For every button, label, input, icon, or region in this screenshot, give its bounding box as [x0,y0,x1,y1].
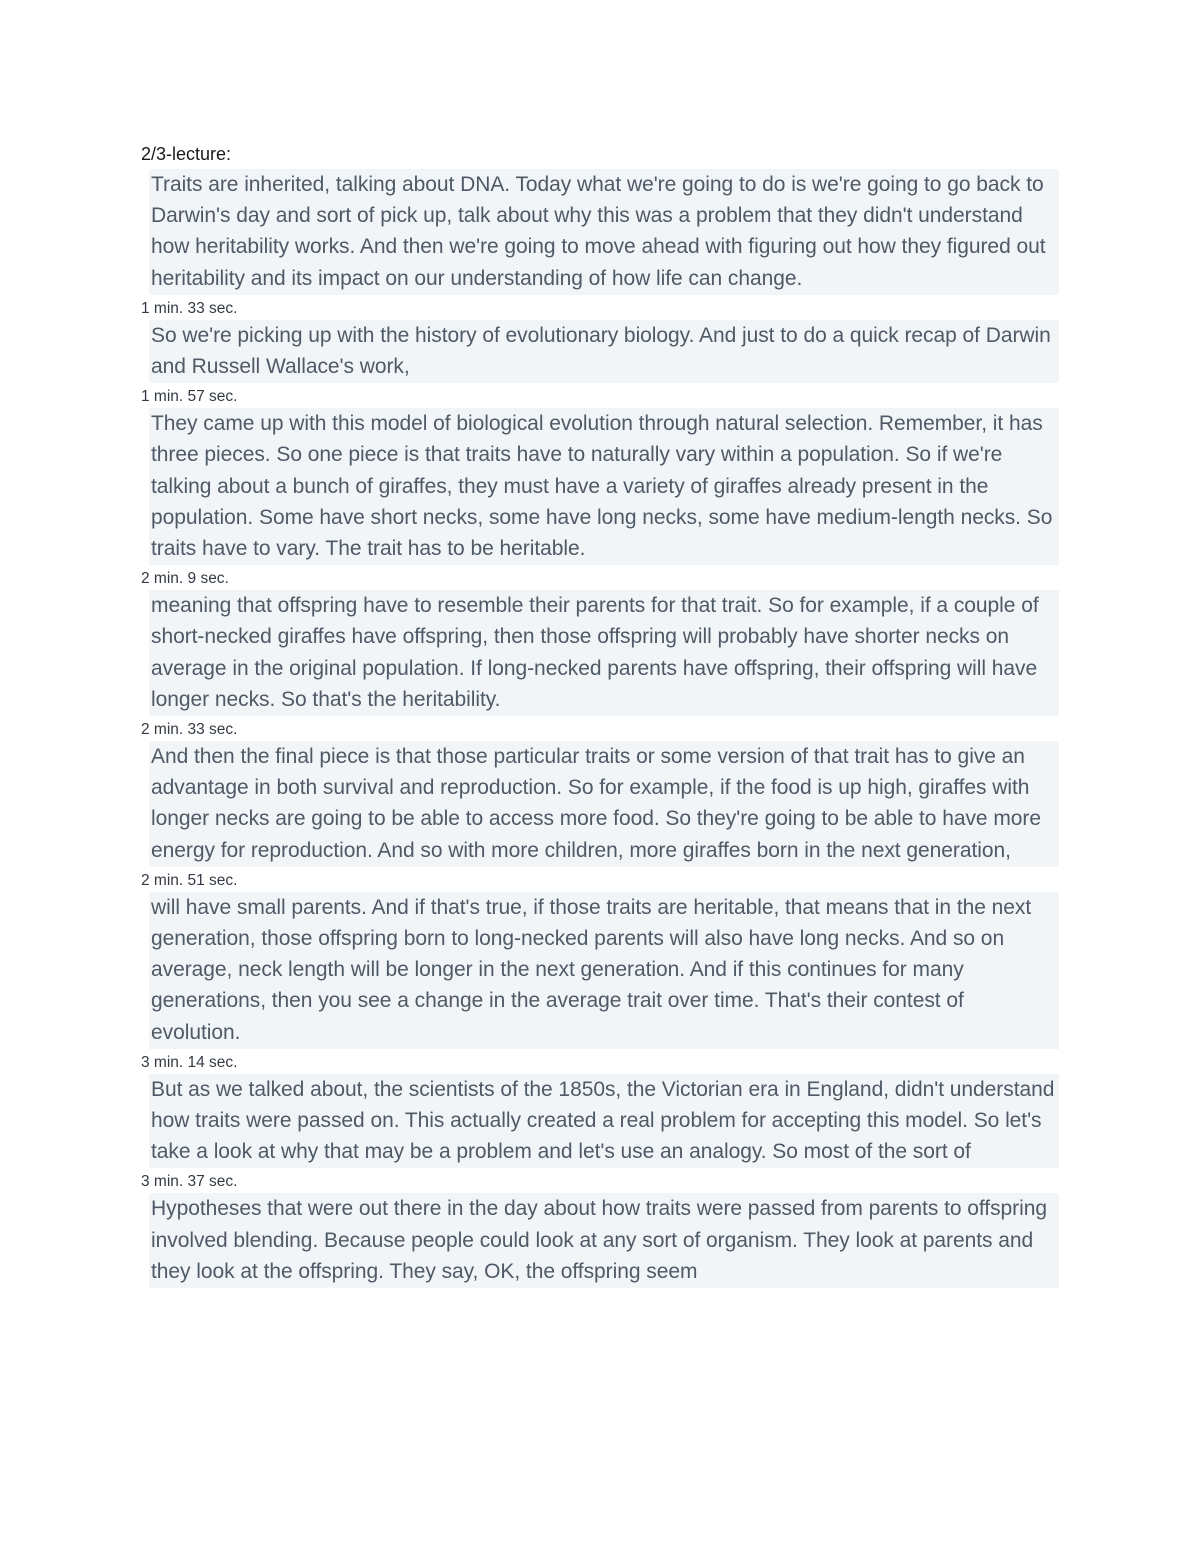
transcript-paragraph: But as we talked about, the scientists of the 1850s, the Victorian era in England, didn't understand how traits were passed on. This actually created a real problem for accepting this model. So let's take a look at why that may be a problem and let's use an analogy. So most of the sort of [149,1074,1059,1169]
timestamp-label: 3 min. 14 sec. [141,1053,238,1071]
transcript-segment [141,719,1059,867]
transcript-paragraph: Traits are inherited, talking about DNA. Today what we're going to do is we're going to go back to Darwin's day and sort of pick up, talk about why this was a problem that they didn't understand how heritability works. And then we're going to move ahead with figuring out how they figured out heritability and its impact on our understanding of how life can change. [149,169,1059,295]
transcript-segment [141,870,1059,1049]
transcript-segment [141,568,1059,716]
document-title: 2/3-lecture: [141,144,232,164]
timestamp-label: 2 min. 9 sec. [141,570,229,588]
timestamp-label: 2 min. 33 sec. [141,721,238,739]
transcript-segment [141,386,1059,565]
transcript-paragraph: will have small parents. And if that's true, if those traits are heritable, that means that in the next generation, those offspring born to long-necked parents will also have long necks. And so on average, neck length will be longer in the next generation. And if this continues for many generations, then you see a change in the average trait over time. That's their contest of evolution. [149,892,1059,1049]
transcript-segment [141,169,1059,295]
transcript-segment [141,298,1059,383]
timestamp-label: 2 min. 51 sec. [141,871,238,889]
timestamp-label: 1 min. 57 sec. [141,388,238,406]
timestamp-label: 1 min. 33 sec. [141,299,238,317]
transcript-paragraph: So we're picking up with the history of evolutionary biology. And just to do a quick recap of Darwin and Russell Wallace's work, [149,320,1059,383]
transcript-paragraph: They came up with this model of biological evolution through natural selection. Remember, it has three pieces. So one piece is that traits have to naturally vary within a population. So if we're talking about a bunch of giraffes, they must have a variety of giraffes already present in the population. Some have short necks, some have long necks, some have medium-length necks. So traits have to vary. The trait has to be heritable. [149,408,1059,565]
transcript-paragraph: And then the final piece is that those particular traits or some version of that trait has to give an advantage in both survival and reproduction. So for example, if the food is up high, giraffes with longer necks are going to be able to access more food. So they're going to be able to have more energy for reproduction. And so with more children, more giraffes born in the next generation, [149,741,1059,867]
transcript-paragraph: meaning that offspring have to resemble their parents for that trait. So for example, if a couple of short-necked giraffes have offspring, then those offspring will probably have shorter necks on average in the original population. If long-necked parents have offspring, their offspring will have longer necks. So that's the heritability. [149,590,1059,716]
timestamp-label: 3 min. 37 sec. [141,1173,238,1191]
transcript-paragraph: Hypotheses that were out there in the day about how traits were passed from parents to offspring involved blending. Because people could look at any sort of organism. They look at parents and they look at the offspring. They say, OK, the offspring seem [149,1193,1059,1288]
document-page [141,141,1059,1288]
transcript-segment [141,1052,1059,1169]
transcript-segment [141,1171,1059,1288]
